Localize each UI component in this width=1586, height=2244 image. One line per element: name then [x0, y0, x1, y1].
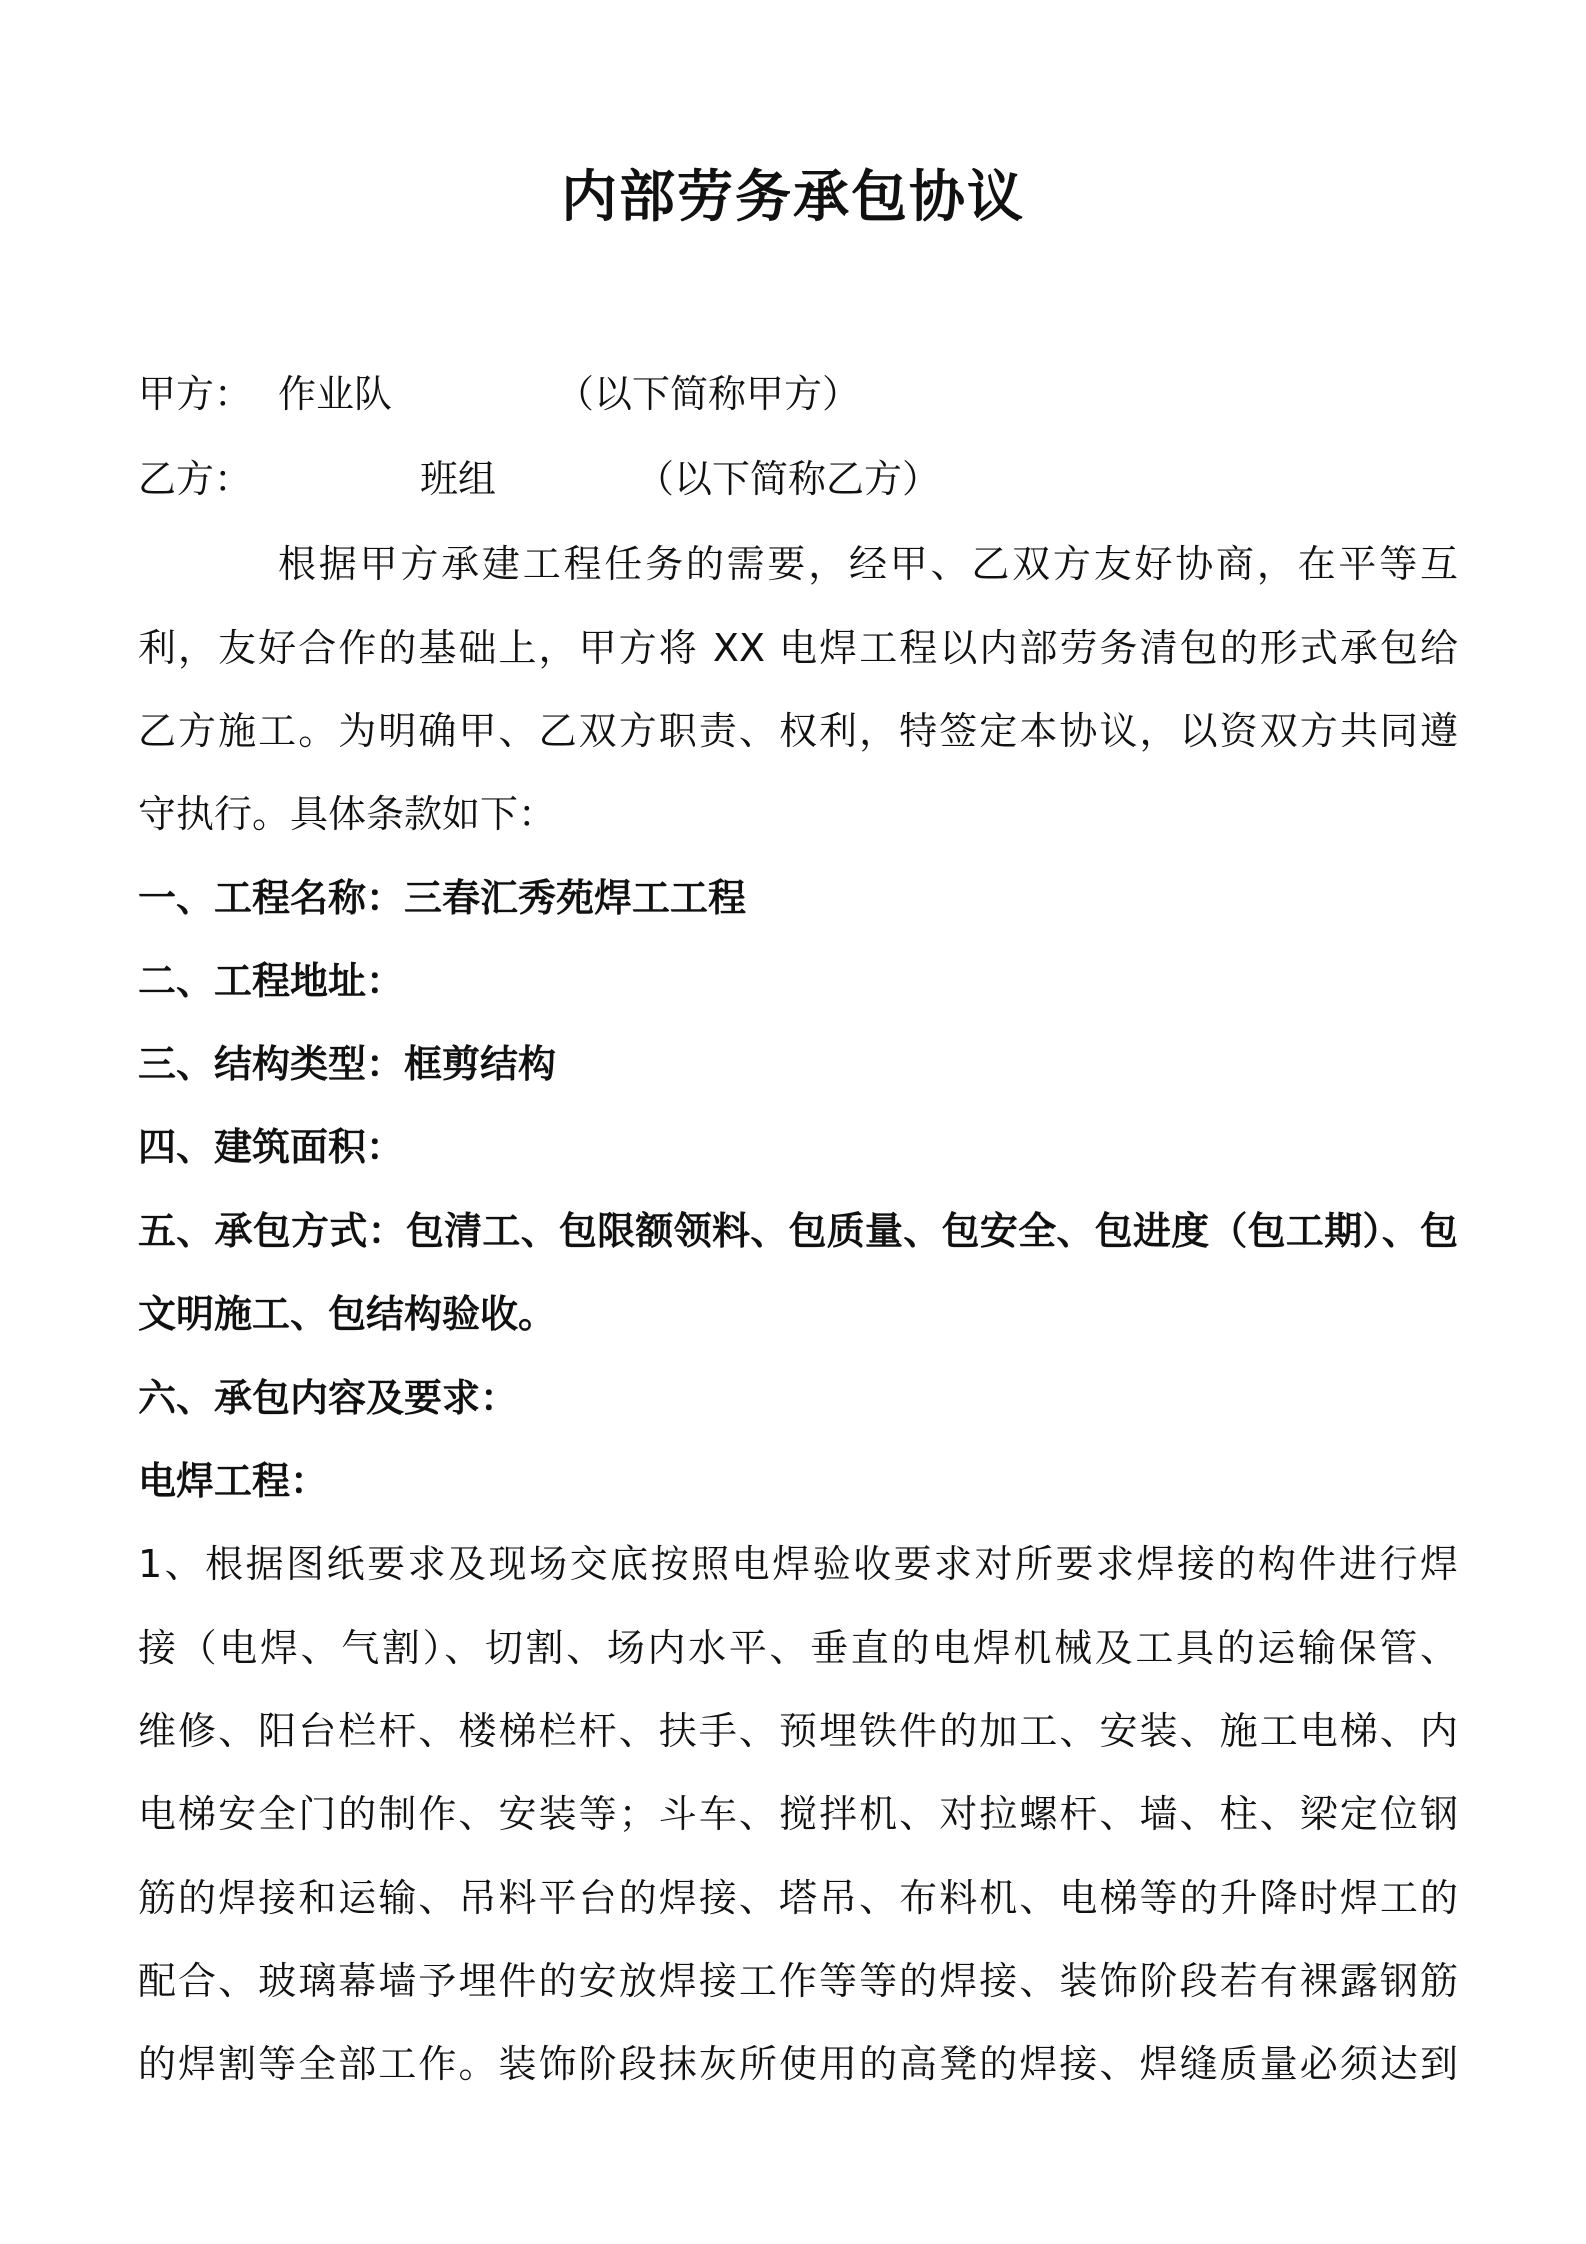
document-title: 内部劳务承包协议	[561, 165, 1025, 230]
clause-structure-type: 三、结构类型：框剪结构	[138, 1042, 557, 1086]
party-b-label: 乙方：	[138, 457, 253, 501]
item1-line-4: 电梯安全门的制作、安装等；斗车、搅拌机、对拉螺杆、墙、柱、梁定位钢	[138, 1792, 1458, 1836]
item1-line-3: 维修、阳台栏杆、楼梯栏杆、扶手、预埋铁件的加工、安装、施工电梯、内	[138, 1709, 1458, 1753]
clause-contract-content: 六、承包内容及要求：	[138, 1376, 519, 1420]
clause-building-area: 四、建筑面积：	[138, 1125, 405, 1169]
clause-project-name: 一、工程名称：三春汇秀苑焊工工程	[138, 876, 747, 920]
intro-line-4: 守执行。具体条款如下：	[138, 792, 557, 836]
welding-heading: 电焊工程：	[138, 1459, 329, 1503]
clause-contract-mode-line-1: 五、承包方式：包清工、包限额领料、包质量、包安全、包进度（包工期）、包	[138, 1209, 1458, 1253]
intro-line-3: 乙方施工。为明确甲、乙双方职责、权利，特签定本协议，以资双方共同遵	[138, 709, 1458, 753]
item1-line-7: 的焊割等全部工作。装饰阶段抹灰所使用的高凳的焊接、焊缝质量必须达到	[138, 2042, 1458, 2086]
intro-line-2: 利，友好合作的基础上，甲方将 XX 电焊工程以内部劳务清包的形式承包给	[138, 626, 1458, 670]
item1-line-6: 配合、玻璃幕墙予埋件的安放焊接工作等等的焊接、装饰阶段若有裸露钢筋	[138, 1959, 1458, 2003]
party-b-name: 班组	[420, 457, 497, 501]
item1-line-2: 接（电焊、气割）、切割、场内水平、垂直的电焊机械及工具的运输保管、	[138, 1626, 1458, 1670]
party-b-note: （以下简称乙方）	[636, 457, 941, 501]
clause-project-address: 二、工程地址：	[138, 959, 405, 1003]
item1-line-1: 1、根据图纸要求及现场交底按照电焊验收要求对所要求焊接的构件进行焊	[138, 1542, 1458, 1586]
clause-contract-mode-line-2: 文明施工、包结构验收。	[138, 1292, 557, 1336]
party-a-label: 甲方：	[138, 372, 253, 416]
party-a-note: （以下简称甲方）	[556, 372, 861, 416]
intro-line-1: 根据甲方承建工程任务的需要，经甲、乙双方友好协商，在平等互	[278, 542, 1458, 586]
item1-line-5: 筋的焊接和运输、吊料平台的焊接、塔吊、布料机、电梯等的升降时焊工的	[138, 1876, 1458, 1920]
party-a-name: 作业队	[278, 372, 393, 416]
